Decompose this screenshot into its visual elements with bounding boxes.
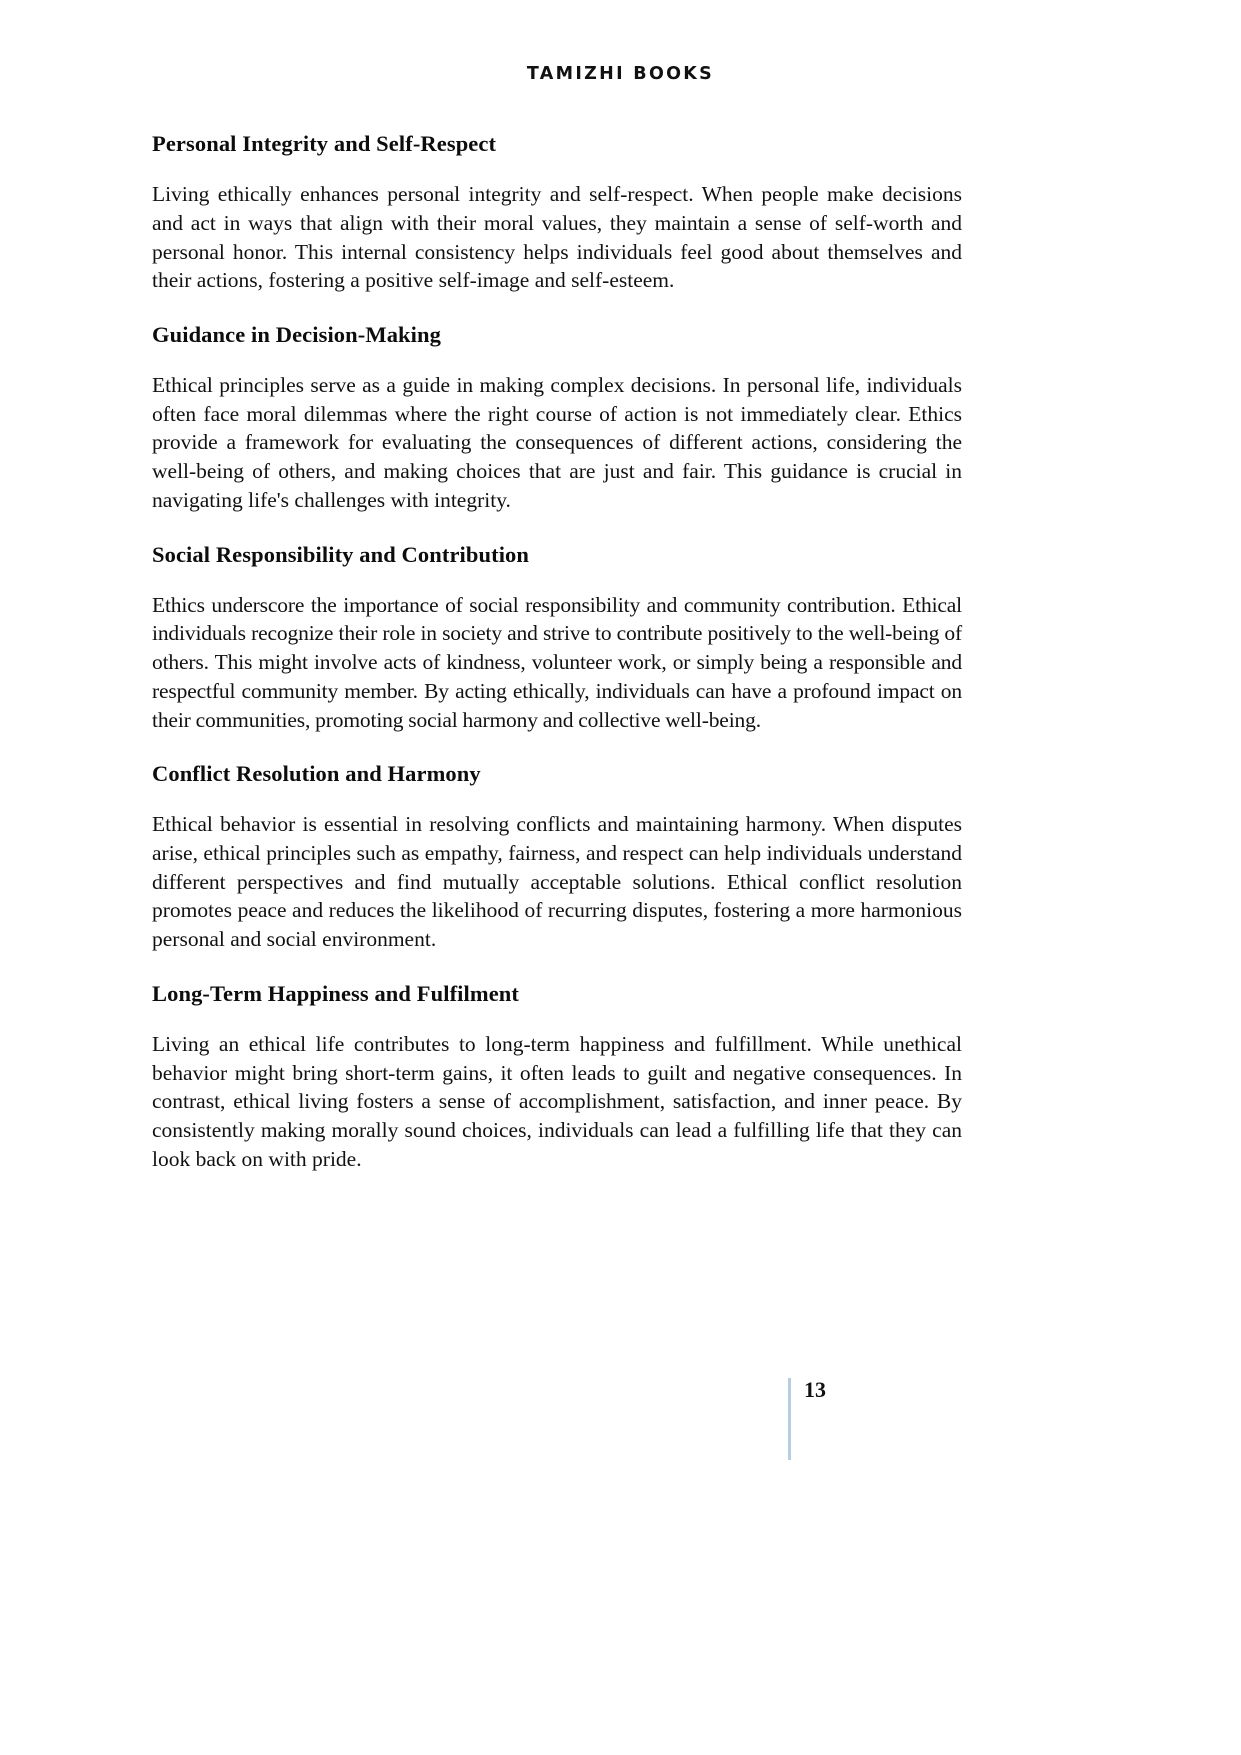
section-paragraph-social-responsibility: Ethics underscore the importance of social responsibility and community contribution. Ethical individuals recognize their role in society and strive to contribute positively to the well-being of others. This might involve acts of kindness, volunteer work, or simply being a responsible and respectful community member. By acting ethically, individuals can have a profound impact on their communities, promoting social harmony and collective well-being.: [152, 592, 962, 732]
section-heading-conflict-resolution: Conflict Resolution and Harmony: [152, 761, 481, 787]
page-footer: [0, 1378, 1241, 1468]
page-number-group: [788, 1378, 826, 1460]
section-heading-long-term-happiness: Long-Term Happiness and Fulfilment: [152, 980, 520, 1006]
section-heading-guidance-decision-making: Guidance in Decision-Making: [152, 321, 441, 347]
section-paragraph-long-term-happiness: Living an ethical life contributes to long-term happiness and fulfillment. While unethical behavior might bring short-term gains, it often leads to guilt and negative consequences. In contrast, ethical living fosters a sense of accomplishment, satisfaction, and inner peace. By consistently making morally sound choices, individuals can lead a fulfilling life that they can look back on with pride.: [152, 1031, 962, 1171]
section-paragraph-conflict-resolution: Ethical behavior is essential in resolving conflicts and maintaining harmony. When disputes arise, ethical principles such as empathy, fairness, and respect can help individuals understand different perspectives and find mutually acceptable solutions. Ethical conflict resolution promotes peace and reduces the likelihood of recurring disputes, fostering a more harmonious personal and social environment.: [152, 812, 962, 952]
publisher-brand-text: TAMIZHI BOOKS: [526, 64, 715, 84]
section-heading-personal-integrity: Personal Integrity and Self-Respect: [152, 131, 497, 156]
running-header: [0, 64, 1241, 84]
section-heading-social-responsibility: Social Responsibility and Contribution: [152, 541, 530, 567]
section-paragraph-guidance-decision-making: Ethical principles serve as a guide in making complex decisions. In personal life, individuals often face moral dilemmas where the right course of action is not immediately clear. Ethics provide a framework for evaluating the consequences of different actions, considering the well-being of others, and making choices that are just and fair. This guidance is crucial in navigating life's challenges with integrity.: [152, 373, 962, 512]
section-paragraph-personal-integrity: Living ethically enhances personal integrity and self-respect. When people make decisions and act in ways that align with their moral values, they maintain a sense of self-worth and personal honor. This internal consistency helps individuals feel good about themselves and their actions, fostering a positive self-image and self-esteem.: [152, 182, 962, 293]
page-body-content: [152, 130, 962, 1200]
page-number: 13: [804, 1377, 826, 1402]
